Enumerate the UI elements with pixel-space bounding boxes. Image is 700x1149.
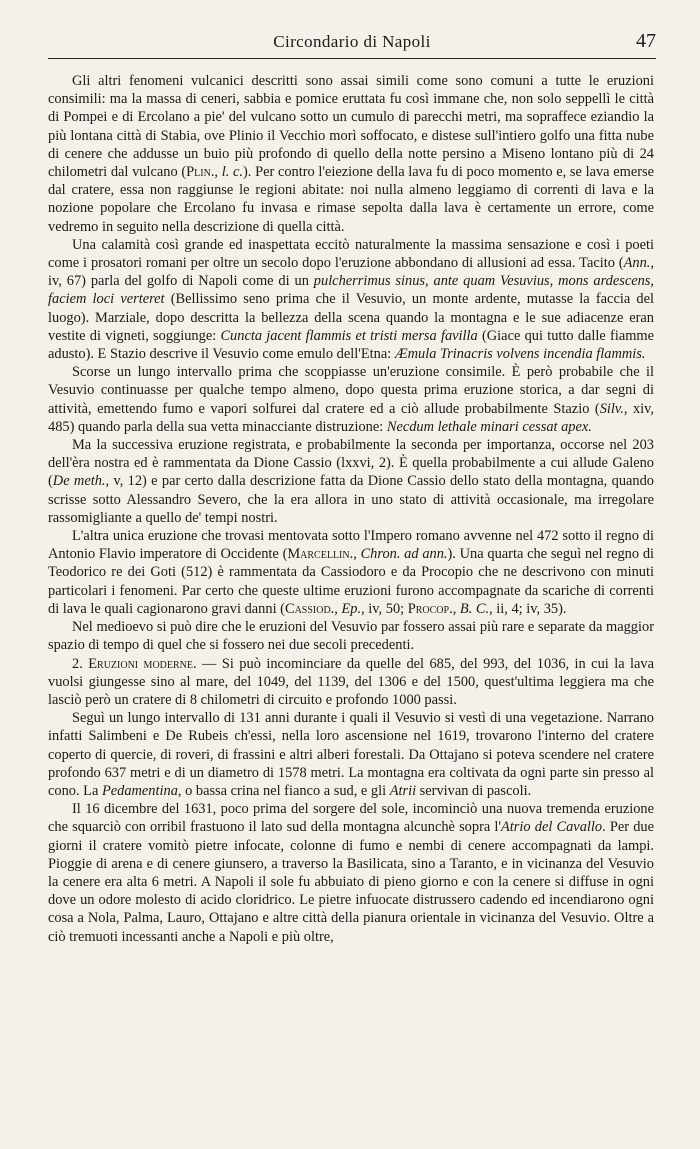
italic-text: Æmula Trinacris volvens incendia flammis. (394, 346, 646, 363)
text-run: 2. (72, 655, 89, 672)
text-run: servivan di pascoli. (416, 782, 532, 799)
italic-text: Ann. (623, 255, 651, 272)
text-run: , (353, 546, 361, 563)
text-run: — Si può incominciare da quelle del 685, del 993, del 1036, in cui la lava vuolsi giungesse sino al mare, del 1049, del 1139, del 1306 e del 1500, quest'ultima leggiera ma che lasciò però un cratere di 8 chilometri di circuito e profondo 1000 passi. (48, 655, 654, 708)
running-title: Circondario di Napoli (273, 32, 431, 51)
text-run: Ma la successiva eruzione registrata, e probabilmente la seconda per importanza, occorse nel 203 dell'èra nostra ed è rammentata da Dione Cassio (lxxvi, 2). È quella probabilmente a cui allude Galeno ( (48, 437, 654, 490)
text-run: (Bellissimo seno prima che il Vesuvio, un monte ardente, mutasse la faccia del luogo). Marziale, dopo descritta la bellezza della scena quando la montagna e le sue adiacenze eran vestite di vigneti, soggiunge: (48, 291, 654, 344)
small-caps-text: Plin. (186, 164, 215, 181)
italic-text: Pedamentina (101, 782, 178, 799)
italic-text: Cuncta jacent flammis et tristi mersa favilla (220, 327, 478, 344)
paragraph (48, 363, 654, 436)
text-run: . Per due giorni il cratere vomitò pietre infocate, colonne di fumo e nembi di cenere accompagnati da lampi. Pioggie di arena e di cenere giunsero, a traverso la Basilicata, sino a Taranto, e in vicinanza del Vesuvio la cenere era alta 6 metri. A Napoli il sole fu abbuiato di pieno giorno e con la cenere si diffuse in ogni dove un odore molesto di acido cloridrico. Le pietre infuocate distrussero cadendo ed incendiarono ogni cosa a Nola, Palma, Lauro, Ottajano e altre città della pianura orientale in vicinanza del Vesuvio. Oltre a ciò tremuoti incessanti anche a Napoli e più oltre, (48, 819, 654, 945)
paragraph (48, 527, 654, 618)
text-run: , v, 12) e par certo dalla descrizione fatta da Dione Cassio dello stato della montagna, quando scrisse sotto Alessandro Severo, che la era allora in uno stato di attività occasionale, ma irregolare rassomigliante a quello de' tempi nostri. (48, 473, 654, 526)
page-header (48, 26, 656, 59)
small-caps-text: Procop. (407, 600, 453, 617)
text-run: Il 16 dicembre del 1631, poco prima del sorgere del sole, incominciò una nuova tremenda eruzione che squarciò con orribil frastuono il lato sud della montagna alcunchè sopra l' (48, 801, 654, 836)
paragraph (48, 800, 654, 946)
text-run: , o bassa crina nel fianco a sud, e gli (177, 782, 390, 799)
text-run: , (334, 600, 342, 617)
text-run: , (452, 600, 460, 617)
small-caps-text: Cassiod. (284, 600, 335, 617)
text-run: L'altra unica eruzione che trovasi mentovata sotto l'Impero romano avvenne nel 472 sotto il regno di Antonio Flavio imperatore di Occidente ( (48, 528, 654, 563)
text-run: Seguì un lungo intervallo di 131 anni durante i quali il Vesuvio si vestì di una vegetazione. Narrano infatti Salimbeni e De Rubeis ch'essi, nella loro ascensione nel 1619, trovarono l'interno del cratere coperto di quercie, di roveri, di frassini e altri alberi forestali. Da Ottajano si poteva scendere nel cratere profondo 637 metri e di un diametro di 1578 metri. La montagna era coltivata da ogni parte sin presso al cono. La (48, 710, 654, 799)
text-run: Gli altri fenomeni vulcanici descritti sono assai simili come sono comuni a tutte le eruzioni consimili: ma la massa di ceneri, sabbia e pomice eruttata fu così immane che, non solo seppellì le città di Pompei e di Ercolano a pie' del vulcano sotto un cumulo di parecchi metri, ma sopraffece eziandio la più lontana città di Stabia, ove Plinio il Vecchio morì soffocato, e distese sull'intiero golfo una fitta nube di cenere che addusse un buio più profondo di quello della notte persino a Miseno lontano più di 24 chilometri dal vulcano ( (48, 73, 654, 181)
paragraph (48, 655, 654, 710)
text-run: Nel medioevo si può dire che le eruzioni del Vesuvio par fossero assai più rare e separate da maggior spazio di tempo di quel che si fossero nei due secoli precedenti. (48, 619, 654, 654)
page-number: 47 (636, 30, 656, 52)
small-caps-text: Eruzioni moderne. (88, 655, 197, 672)
text-run: , iv, 67) parla del golfo di Napoli come di un (48, 255, 654, 290)
italic-text: De meth. (52, 473, 106, 490)
text-run: ). Una quarta che seguì nel regno di Teodorico re dei Goti (512) è rammentata da Cassiodoro e da Procopio che ne descrivono con minuti particolari i fenomeni. Par certo che queste ultime eruzioni furono accompagnate da scariche di correnti di lava le quali cagionarono gravi danni ( (48, 546, 655, 617)
paragraph (48, 236, 654, 363)
paragraph (48, 436, 654, 527)
paragraph (48, 618, 654, 654)
italic-text: B. C. (459, 600, 490, 617)
text-run: Una calamità così grande ed inaspettata eccitò naturalmente la massima sensazione e così i poeti come i prosatori romani per oltre un secolo dopo l'eruzione abbondano di allusioni ad essa. Tacito ( (48, 236, 654, 272)
paragraph (48, 709, 654, 800)
small-caps-text: Marcellin. (287, 546, 354, 563)
text-run: Scorse un lungo intervallo prima che scoppiasse un'eruzione consimile. È però probabile che il Vesuvio continuasse per qualche tempo almeno, dopo questa prima eruzione storica, a dar segni di attività, emettendo fumo e vapori solfurei dal cratere ed a ciò allude probabilmente Stazio ( (48, 364, 654, 417)
text-run: , (214, 164, 222, 181)
italic-text: pulcherrimus sinus, ante quam Vesuvius, mons ardescens, faciem loci verteret (48, 273, 654, 308)
italic-text: l. c. (221, 164, 243, 181)
text-run: , xiv, 485) quando parla della sua vetta minacciante distruzione: (48, 400, 655, 435)
italic-text: Silv. (599, 400, 624, 417)
text-run: , iv, 50; (361, 600, 408, 617)
italic-text: Necdum lethale minari cessat apex. (386, 418, 592, 435)
italic-text: Atrio del Cavallo (501, 819, 603, 836)
text-run: , ii, 4; iv, 35). (489, 600, 567, 617)
body-text (48, 72, 654, 946)
text-run: (Giace qui tutto dalle fiamme adusto). E Stazio descrive il Vesuvio come emulo dell'Etna: (48, 327, 654, 363)
italic-text: Atrii (389, 782, 417, 799)
paragraph (48, 72, 654, 236)
text-run: ). Per contro l'eiezione della lava fu di poco momento e, se lava emerse dal cratere, essa non raggiunse le regioni abitate: noi nulla almeno leggiamo di correnti di lava e la nozione popolare che Ercolano fu invasa e rimase sepolta dalla lava è certamente un errore, come vedremo in seguito nella descrizione di quella città. (48, 164, 654, 235)
italic-text: Ep. (341, 600, 362, 617)
italic-text: Chron. ad ann. (360, 546, 448, 563)
